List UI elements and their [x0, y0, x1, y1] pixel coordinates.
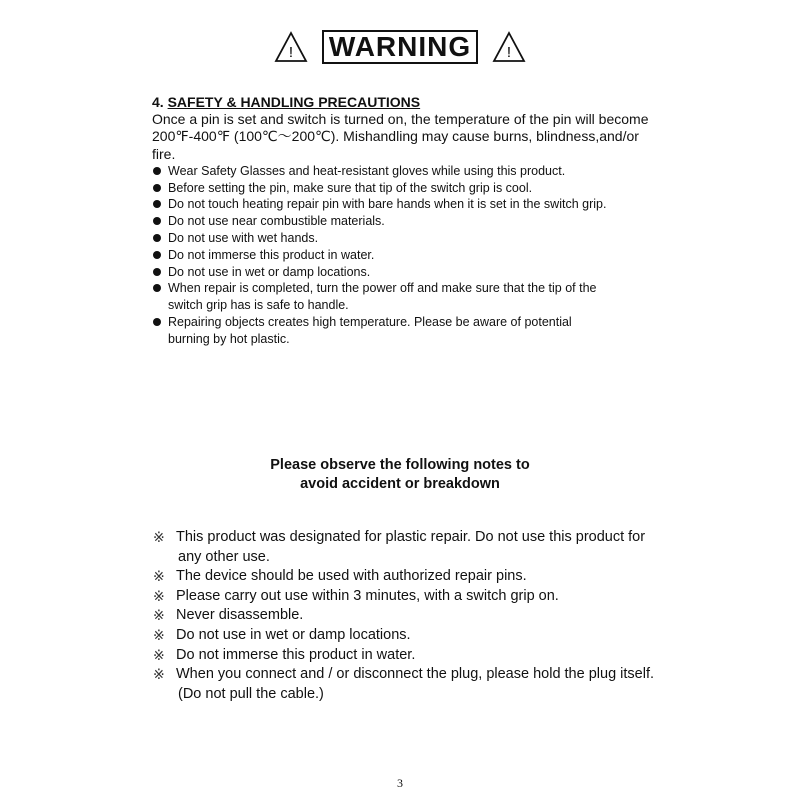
bullet-dot-icon [153, 268, 161, 276]
note-item [153, 528, 753, 567]
precaution-text: Do not touch heating repair pin with bare hands when it is set in the switch grip. [168, 197, 607, 212]
note-text: Do not use in wet or damp locations. [176, 626, 411, 643]
section-number: 4. [152, 94, 168, 110]
reference-mark-icon: ※ [153, 626, 165, 643]
precaution-item [152, 280, 712, 314]
note-item [153, 606, 753, 626]
bullet-dot-icon [153, 184, 161, 192]
note-text: This product was designated for plastic repair. Do not use this product for [176, 529, 646, 545]
note-text: any other use. [178, 548, 270, 565]
note-item [153, 665, 753, 704]
precaution-item [152, 230, 712, 247]
svg-text:!: ! [507, 44, 512, 61]
notes-heading-line: avoid accident or breakdown [300, 476, 500, 492]
warning-triangle-icon [492, 31, 526, 63]
note-item [153, 626, 753, 646]
notes-list [153, 528, 753, 704]
precaution-item [152, 264, 712, 281]
note-text: Do not immerse this product in water. [176, 646, 416, 663]
precaution-item [152, 314, 712, 348]
page-number: 3 [397, 776, 403, 790]
note-item [153, 646, 753, 666]
svg-text:!: ! [288, 44, 293, 61]
reference-mark-icon: ※ [153, 529, 165, 545]
precaution-item [152, 196, 712, 213]
precaution-text: Do not use with wet hands. [168, 231, 319, 245]
notes-heading [0, 456, 800, 494]
note-item [153, 587, 753, 607]
note-text: When you connect and / or disconnect the plug, please hold the plug itself. [176, 666, 655, 683]
warning-header [0, 30, 800, 64]
reference-mark-icon: ※ [153, 607, 165, 624]
note-text: Never disassemble. [176, 607, 304, 624]
bullet-dot-icon [153, 200, 161, 208]
note-text: (Do not pull the cable.) [178, 685, 324, 702]
precaution-text: Wear Safety Glasses and heat-resistant gloves while using this product. [168, 163, 566, 178]
precaution-text: Do not immerse this product in water. [168, 247, 375, 262]
notes-heading-line: Please observe the following notes to [270, 457, 530, 473]
reference-mark-icon: ※ [153, 568, 165, 585]
reference-mark-icon: ※ [153, 646, 165, 663]
safety-section [152, 94, 712, 348]
bullet-dot-icon [153, 167, 161, 175]
safety-intro [152, 111, 712, 163]
bullet-dot-icon [153, 234, 161, 242]
warning-triangle-icon [274, 31, 308, 63]
section-heading [152, 94, 712, 111]
precaution-text: Repairing objects creates high temperature. Please be aware of potential [168, 314, 572, 329]
note-text: Please carry out use within 3 minutes, with a switch grip on. [176, 587, 559, 604]
note-text: The device should be used with authorized repair pins. [176, 568, 527, 585]
precaution-text: Do not use in wet or damp locations. [168, 264, 371, 279]
bullet-dot-icon [153, 251, 161, 259]
note-item [153, 567, 753, 587]
precaution-text: When repair is completed, turn the power off and make sure that the tip of the [168, 281, 597, 296]
intro-line: Once a pin is set and switch is turned on, the temperature of the pin will become [152, 111, 649, 128]
precaution-text: switch grip has is safe to handle. [168, 298, 349, 313]
precaution-item [152, 180, 712, 197]
precaution-list [152, 163, 712, 348]
bullet-dot-icon [153, 284, 161, 292]
intro-line: 200℉-400℉ (100℃～200℃). Mishandling may cause burns, blindness,and/or [152, 128, 639, 145]
section-title: SAFETY & HANDLING PRECAUTIONS [167, 94, 421, 110]
warning-title: WARNING [322, 30, 478, 64]
bullet-dot-icon [153, 217, 161, 225]
precaution-text: burning by hot plastic. [168, 331, 290, 346]
intro-line: fire. [152, 145, 176, 162]
precaution-text: Before setting the pin, make sure that tip of the switch grip is cool. [168, 180, 533, 195]
precaution-text: Do not use near combustible materials. [168, 214, 385, 229]
reference-mark-icon: ※ [153, 666, 165, 683]
precaution-item [152, 247, 712, 264]
precaution-item [152, 213, 712, 230]
reference-mark-icon: ※ [153, 587, 165, 604]
bullet-dot-icon [153, 318, 161, 326]
precaution-item [152, 163, 712, 180]
